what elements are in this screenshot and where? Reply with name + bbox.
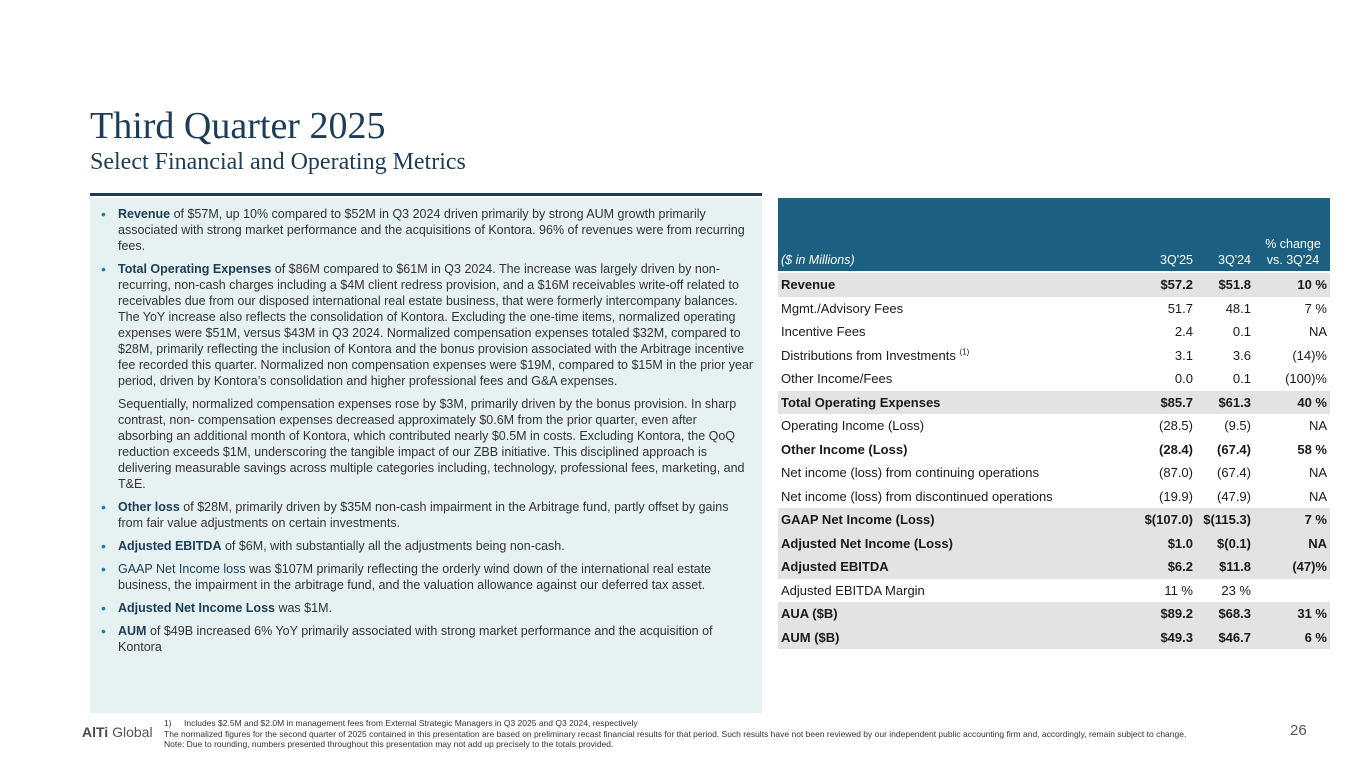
company-logo — [82, 724, 153, 740]
cell-3q25: $(107.0) — [1144, 512, 1193, 527]
bullet-other-loss — [100, 499, 754, 531]
cell-3q24: $46.7 — [1218, 629, 1251, 645]
row-label: Adjusted Net Income (Loss) — [781, 535, 953, 551]
footnote-1 — [164, 718, 1274, 729]
logo-mark: AlTi — [82, 724, 109, 740]
row-label: AUA ($B) — [781, 606, 838, 621]
bullet-gaap-net-income — [100, 561, 754, 593]
table-row — [778, 320, 1330, 344]
bullet-text: of $49B increased 6% YoY primarily associated with strong market performance and the acquisition of Kontora — [118, 624, 713, 654]
cell-pct-change: (14)% — [1292, 347, 1327, 363]
row-label: Other Income/Fees — [781, 371, 893, 386]
cell-3q25: $1.0 — [1167, 535, 1193, 551]
bullet-text: of $86M compared to $61M in Q3 2024. The increase was largely driven by non-recurring, non-cash charges including a $4M client redress provision, and a $16M receivables write-off related to receivables due from our disposed international real estate business, that were formerly intercompany balances. The YoY increase also reflects the consolidation of Kontora. Excluding the one-time items, normalized operating expenses were $51M, versus $43M in Q3 2024. Normalized compensation expenses totaled $32M, compared to $28M, primarily reflecting the inclusion of Kontora and the bonus provision associated with the Arbitrage incentive fee recorded this quarter. Normalized non compensation expenses were $19M, compared to $15M in the prior year period, driven by Kontora’s consolidation and higher professional fees and G&A expenses. — [118, 262, 754, 388]
metrics-table-body — [778, 273, 1330, 649]
logo-text: Global — [108, 724, 153, 740]
cell-pct-change: NA — [1308, 465, 1327, 480]
cell-pct-change: 7 % — [1304, 300, 1327, 316]
cell-3q24: (67.4) — [1217, 465, 1251, 480]
cell-3q24: $68.3 — [1218, 606, 1251, 621]
row-label: Adjusted EBITDA — [781, 559, 889, 574]
bullet-adjusted-net-income — [100, 600, 754, 616]
table-row — [778, 438, 1330, 462]
cell-3q25: $85.7 — [1160, 394, 1193, 410]
row-label: GAAP Net Income (Loss) — [781, 512, 935, 527]
metrics-table-header — [778, 198, 1330, 271]
table-row — [778, 297, 1330, 321]
table-row — [778, 367, 1330, 391]
table-row — [778, 602, 1330, 626]
row-label — [781, 344, 969, 368]
commentary-panel — [90, 198, 762, 713]
row-label: Net income (loss) from continuing operations — [781, 465, 1039, 480]
table-row — [778, 344, 1330, 368]
bullet-term: Total Operating Expenses — [118, 262, 272, 276]
table-row — [778, 461, 1330, 485]
header-3q25: 3Q'25 — [1160, 253, 1193, 267]
bullet-term: AUM — [118, 624, 147, 638]
row-label: Operating Income (Loss) — [781, 418, 925, 433]
row-label: Adjusted EBITDA Margin — [781, 582, 925, 598]
commentary-list — [100, 206, 754, 655]
bullet-text: was $1M. — [274, 601, 332, 615]
table-row — [778, 508, 1330, 532]
table-row — [778, 273, 1330, 297]
footnote-normalized: The normalized figures for the second quarter of 2025 contained in this presentation are based on preliminary recast financial results for that period. Such results have not been reviewed by our independent public accounting firm and, accordingly, remain subject to change. — [164, 728, 1187, 739]
bullet-text: was $107M primarily reflecting the orderly wind down of the international real estate business, the impairment in the arbitrage fund, and the valuation allowance against our deferred tax asset. — [118, 562, 712, 592]
cell-3q25: (28.5) — [1159, 418, 1193, 433]
table-row — [778, 532, 1330, 556]
table-row — [778, 555, 1330, 579]
cell-3q24: (67.4) — [1217, 441, 1251, 457]
cell-3q24: 48.1 — [1225, 300, 1251, 316]
bullet-text: Sequentially, normalized compensation expenses rose by $3M, primarily driven by the bonus provision. In sharp contrast, non- compensation expenses decreased approximately $0.6M from the prior quarter, even after absorbing an additional month of Kontora, which contributed nearly $0.5M in costs. Excluding Kontora, the QoQ reduction exceeds $1M, underscoring the tangible impact of our ZBB initiative. This disciplined approach is delivering measurable savings across multiple categories including, technology, professional fees, marketing, and T&E. — [118, 397, 745, 491]
row-label: Mgmt./Advisory Fees — [781, 300, 904, 316]
row-label-text: Distributions from Investments — [781, 347, 960, 363]
cell-pct-change: 6 % — [1304, 629, 1327, 645]
page-number: 26 — [1290, 722, 1307, 739]
table-row — [778, 414, 1330, 438]
cell-3q25: $6.2 — [1167, 559, 1193, 574]
cell-3q25: (87.0) — [1159, 465, 1193, 480]
cell-3q25: $57.2 — [1160, 277, 1193, 292]
bullet-term: Other loss — [118, 500, 180, 514]
bullet-text: of $57M, up 10% compared to $52M in Q3 2024 driven primarily by strong AUM growth primarily associated with strong market performance and the acquisitions of Kontora. 96% of revenues were from recurring fees. — [118, 207, 745, 253]
bullet-term: Revenue — [118, 207, 171, 221]
cell-pct-change: NA — [1308, 488, 1327, 504]
bullet-term: Adjusted Net Income Loss — [118, 601, 275, 615]
bullet-term: GAAP Net Income loss — [118, 562, 246, 576]
cell-3q25: 51.7 — [1167, 300, 1193, 316]
cell-3q25: (28.4) — [1159, 441, 1193, 457]
cell-pct-change: 10 % — [1297, 277, 1327, 292]
footnote-number: 1) — [164, 718, 172, 728]
cell-3q24: (9.5) — [1224, 418, 1251, 433]
cell-3q24: $(115.3) — [1203, 512, 1251, 527]
header-pct-change: % change vs. 3Q'24 — [1265, 237, 1321, 267]
cell-pct-change: NA — [1308, 324, 1327, 339]
cell-3q25: (19.9) — [1159, 488, 1193, 504]
cell-pct-change: 31 % — [1297, 606, 1327, 621]
cell-3q25: $89.2 — [1160, 606, 1193, 621]
table-row — [778, 626, 1330, 650]
row-label: AUM ($B) — [781, 629, 840, 645]
cell-3q24: 3.6 — [1232, 347, 1251, 363]
header-units-label: ($ in Millions) — [781, 253, 855, 267]
cell-3q24: $61.3 — [1218, 394, 1251, 410]
bullet-adjusted-ebitda — [100, 538, 754, 554]
bullet-revenue — [100, 206, 754, 254]
bullet-text: of $28M, primarily driven by $35M non-cash impairment in the Arbitrage fund, partly offset by gains from fair value adjustments on certain investments. — [118, 500, 729, 530]
footnote-ref: (1) — [959, 347, 970, 357]
cell-3q24: $51.8 — [1218, 277, 1251, 292]
cell-pct-change: 58 % — [1297, 441, 1327, 457]
bullet-total-operating-expenses — [100, 261, 754, 389]
cell-3q25: 3.1 — [1174, 347, 1193, 363]
cell-pct-change: 40 % — [1297, 394, 1327, 410]
table-row — [778, 485, 1330, 509]
cell-3q24: (47.9) — [1217, 488, 1251, 504]
row-label: Total Operating Expenses — [781, 394, 941, 410]
cell-3q24: 23 % — [1221, 582, 1251, 598]
cell-3q25: $49.3 — [1160, 629, 1193, 645]
bullet-term: Adjusted EBITDA — [118, 539, 222, 553]
bullet-text: of $6M, with substantially all the adjustments being non-cash. — [221, 539, 565, 553]
cell-3q24: $(0.1) — [1217, 535, 1251, 551]
row-label: Net income (loss) from discontinued operations — [781, 488, 1053, 504]
bullet-aum — [100, 623, 754, 655]
row-label: Other Income (Loss) — [781, 441, 908, 457]
cell-pct-change: NA — [1308, 418, 1327, 433]
cell-pct-change: (100)% — [1285, 371, 1327, 386]
footnote-text: Includes $2.5M and $2.0M in management fees from External Strategic Managers in Q3 2025 and Q3 2024, respectively — [184, 718, 638, 728]
cell-3q24: 0.1 — [1232, 371, 1251, 386]
cell-pct-change: NA — [1308, 535, 1327, 551]
cell-3q25: 11 % — [1164, 582, 1193, 598]
row-label: Revenue — [781, 277, 836, 292]
cell-3q25: 2.4 — [1174, 324, 1193, 339]
cell-3q25: 0.0 — [1174, 371, 1193, 386]
cell-3q24: $11.8 — [1219, 559, 1251, 574]
footnote-rounding: Note: Due to rounding, numbers presented throughout this presentation may not add up precisely to the totals provided. — [164, 739, 614, 749]
footnotes — [164, 718, 1274, 750]
page-title: Third Quarter 2025 — [90, 105, 386, 147]
cell-3q24: 0.1 — [1232, 324, 1251, 339]
header-3q24: 3Q'24 — [1218, 253, 1251, 267]
table-row — [778, 391, 1330, 415]
cell-pct-change: (47)% — [1292, 559, 1327, 574]
page-subtitle: Select Financial and Operating Metrics — [90, 149, 466, 175]
row-label: Incentive Fees — [781, 324, 866, 339]
bullet-sequential-paragraph — [100, 396, 754, 492]
table-row — [778, 579, 1330, 603]
title-divider — [90, 193, 762, 196]
cell-pct-change: 7 % — [1304, 512, 1327, 527]
